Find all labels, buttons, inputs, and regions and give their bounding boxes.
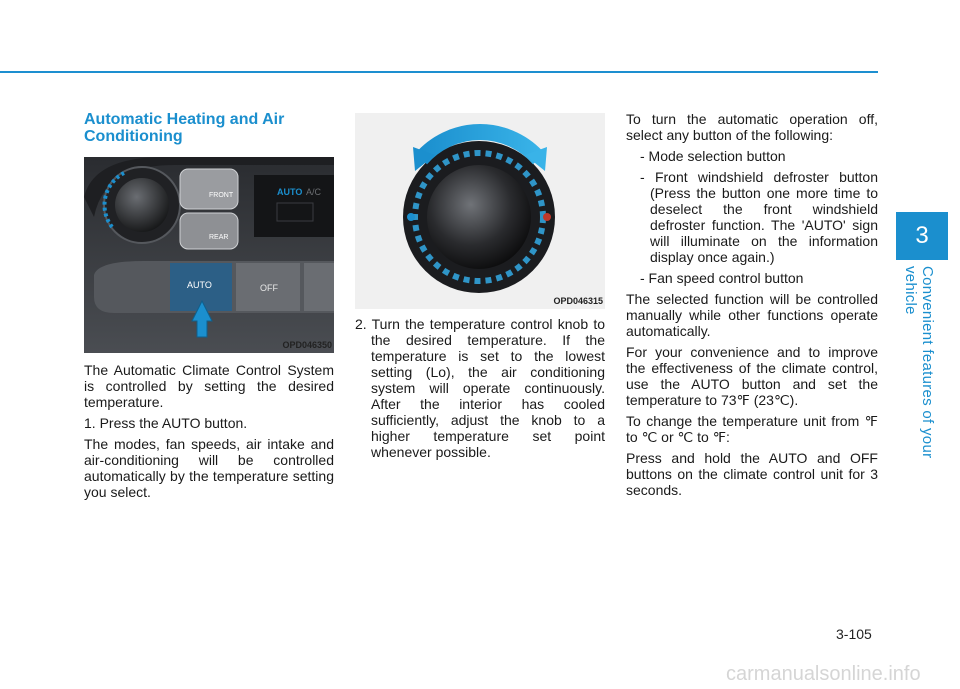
- header-rule: [0, 71, 878, 73]
- knob: [427, 165, 531, 269]
- col1-paragraph-1: The Automatic Climate Control System is controlled by setting the desired temperature.: [84, 362, 334, 410]
- col3-paragraph-3: To change the temperature unit from ℉ to ℃ or ℃ to ℉:: [626, 413, 878, 445]
- section-heading: Automatic Heating and Air Conditioning: [84, 111, 285, 145]
- page-number: 3-105: [836, 626, 872, 642]
- column-1: [84, 362, 334, 505]
- col1-paragraph-2: The modes, fan speeds, air intake and air-conditioning will be controlled automatically by the temperature setting you select.: [84, 436, 334, 500]
- column-2: [355, 316, 605, 465]
- front-label: FRONT: [209, 192, 234, 199]
- display-auto-text: AUTO: [277, 187, 303, 197]
- figure2-code: OPD046315: [553, 296, 603, 306]
- hot-dot: [543, 213, 551, 221]
- figure1-code: OPD046350: [282, 340, 332, 350]
- column-3: [626, 111, 878, 503]
- chapter-tab: 3: [896, 212, 948, 260]
- fan-button: [304, 263, 334, 311]
- climate-panel-figure: [84, 157, 334, 353]
- col2-step-2: 2. Turn the temperature control knob to the desired temperature. If the temperature is set to the lowest setting (Lo), the air conditioning system will operate continuously. After the interior has cooled sufficiently, adjust the knob to a higher temperature set point whenever possible.: [355, 316, 605, 460]
- rear-defrost-button: [180, 213, 238, 249]
- climate-panel-illustration: [84, 157, 334, 353]
- cold-dot: [407, 213, 415, 221]
- col1-step-1: 1. Press the AUTO button.: [84, 415, 248, 431]
- col3-bullet-3: - Fan speed control button: [640, 270, 804, 286]
- temperature-knob: [115, 178, 169, 232]
- front-defrost-button: [180, 169, 238, 209]
- col3-bullet-2: - Front windshield defroster button (Press the button one more time to deselect the front windshield defroster function. The 'AUTO' sign will illuminate on the information display once again.): [640, 169, 878, 265]
- auto-label: AUTO: [187, 280, 212, 290]
- climate-display: [254, 175, 334, 237]
- rear-label: REAR: [209, 234, 229, 241]
- off-label: OFF: [260, 283, 278, 293]
- watermark: carmanualsonline.info: [726, 663, 921, 685]
- col3-intro: To turn the automatic operation off, select any button of the following:: [626, 111, 878, 143]
- knob-illustration: [355, 113, 605, 309]
- temperature-knob-figure: [355, 113, 605, 309]
- col3-paragraph-4: Press and hold the AUTO and OFF buttons on the climate control unit for 3 seconds.: [626, 450, 878, 498]
- col3-paragraph-2: For your convenience and to improve the effectiveness of the climate control, use the AUTO button and set the temperature to 73℉ (23℃).: [626, 344, 878, 408]
- chapter-title: Convenient features of your vehicle: [902, 266, 936, 459]
- display-ac-text: A/C: [306, 187, 322, 197]
- col3-bullet-1: - Mode selection button: [640, 148, 786, 164]
- col3-paragraph-1: The selected function will be controlled manually while other functions operate automatically.: [626, 291, 878, 339]
